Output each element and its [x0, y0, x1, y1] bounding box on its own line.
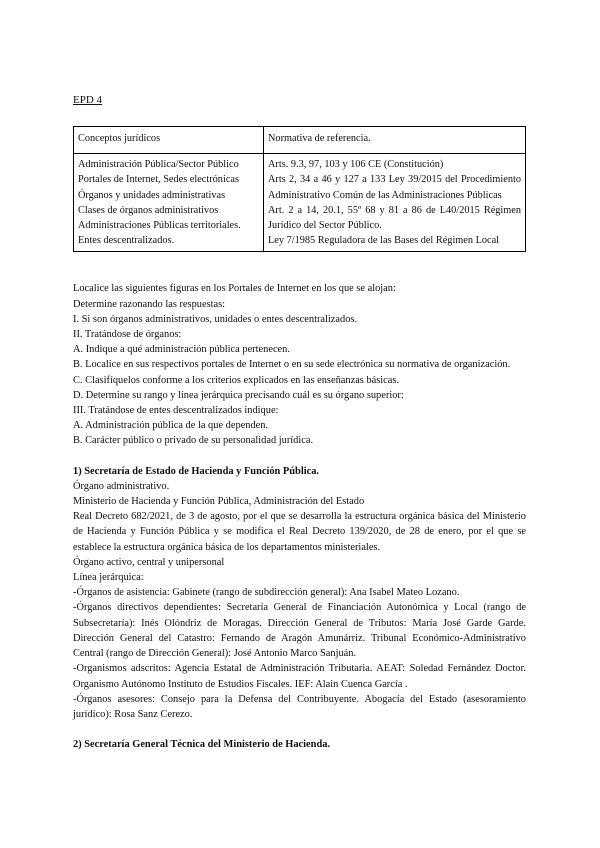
- instruction-line: Determine razonando las respuestas:: [73, 298, 226, 310]
- instruction-line: C. Clasifíquelos conforme a los criterios explicados en las enseñanzas básicas.: [73, 374, 400, 386]
- section-1-line: Ministerio de Hacienda y Función Pública, Administración del Estado: [73, 496, 365, 508]
- header-normativa: Normativa de referencia.: [264, 127, 526, 154]
- instruction-line: A. Indique a qué administración pública pertenecen.: [73, 344, 290, 356]
- section-1-line: Real Decreto 682/2021, de 3 de agosto, por el que se desarrolla la estructura orgánica básica del Ministerio de Hacienda y Función Pública y se modifica el Real Decreto 139/2020, de 28 de enero, por el que se establece la estructura orgánica básica de los departamentos ministeriales.: [73, 511, 526, 553]
- section-1-line: -Órganos asesores: Consejo para la Defensa del Contribuyente. Abogacía del Estado (asesoramiento jurídico): Rosa Sanz Cerezo.: [73, 693, 526, 720]
- instruction-line: III. Tratándose de entes descentralizados indique:: [73, 405, 279, 417]
- document-page: [73, 93, 526, 752]
- section-1-line: Órgano activo, central y unipersonal: [73, 556, 225, 568]
- instruction-line: Localice las siguientes figuras en los Portales de Internet en los que se alojan:: [73, 283, 396, 295]
- instruction-line: B. Carácter público o privado de su personalidad jurídica.: [73, 435, 314, 447]
- section-1-body: [73, 479, 526, 722]
- concept-item: Administración Pública/Sector Público: [78, 159, 239, 171]
- section-1-title: 1) Secretaría de Estado de Hacienda y Función Pública.: [73, 465, 320, 477]
- concept-item: Portales de Internet, Sedes electrónicas: [78, 174, 239, 186]
- instruction-line: A. Administración pública de la que dependen.: [73, 420, 269, 432]
- normativa-item: Arts 2, 34 a 46 y 127 a 133 Ley 39/2015 del Procedimiento Administrativo Común de las Administraciones Públicas: [268, 174, 521, 201]
- table-header-row: [74, 127, 526, 154]
- instruction-line: B. Localice en sus respectivos portales de Internet o en su sede electrónica su normativa de organización.: [73, 359, 511, 371]
- normativa-item: Ley 7/1985 Reguladora de las Bases del Régimen Local: [268, 235, 500, 247]
- table-body-row: [74, 154, 526, 252]
- epd-title: EPD 4: [73, 94, 103, 106]
- section-1-line: -Órganos de asistencia: Gabinete (rango de subdirección general): Ana Isabel Mateo Lozano.: [73, 587, 460, 599]
- concept-item: Órganos y unidades administrativas: [78, 189, 226, 201]
- section-2-title: 2) Secretaría General Técnica del Ministerio de Hacienda.: [73, 739, 331, 751]
- section-1-line: Órgano administrativo.: [73, 480, 170, 492]
- header-concepts: Conceptos jurídicos: [74, 127, 264, 154]
- instruction-line: D. Determine su rango y línea jerárquica precisando cuál es su órgano superior:: [73, 389, 404, 401]
- instructions-block: [73, 281, 526, 448]
- section-1-line: -Organismos adscritos: Agencia Estatal de Administración Tributaria. AEAT: Soledad Fernández Doctor. Organismo Autónomo Instituto de Estudios Fiscales. IEF: Alain Cuenca García .: [73, 663, 526, 690]
- concept-item: Administraciones Públicas territoriales.: [78, 220, 241, 232]
- normativa-item: Arts. 9.3, 97, 103 y 106 CE (Constitución): [268, 159, 444, 171]
- concepts-cell: [74, 154, 264, 252]
- normativa-item: Art. 2 a 14, 20.1, 55º 68 y 81 a 86 de L40/2015 Régimen Jurídico del Sector Público.: [268, 204, 521, 232]
- section-1-line: -Órganos directivos dependientes: Secretaría General de Financiación Autonómica y Local (rango de Subsecretaría): Inés Olóndriz de Moragas. Dirección General de Tributos: María José Garde Garde. Dirección General del Catastro: Fernando de Aragón Amunárriz. Tribunal Económico-Administrativo Central (rango de Dirección General): José Antonio Marco Sanjuán.: [73, 602, 526, 660]
- normativa-cell: [264, 154, 526, 252]
- instruction-line: II. Tratándose de órganos:: [73, 329, 182, 341]
- concept-item: Entes descentralizados.: [78, 235, 175, 247]
- instruction-line: I. Si son órganos administrativos, unidades o entes descentralizados.: [73, 313, 358, 325]
- concept-item: Clases de órganos administrativos: [78, 204, 219, 216]
- concepts-table: [73, 126, 526, 252]
- section-1-line: Línea jerárquica:: [73, 572, 144, 584]
